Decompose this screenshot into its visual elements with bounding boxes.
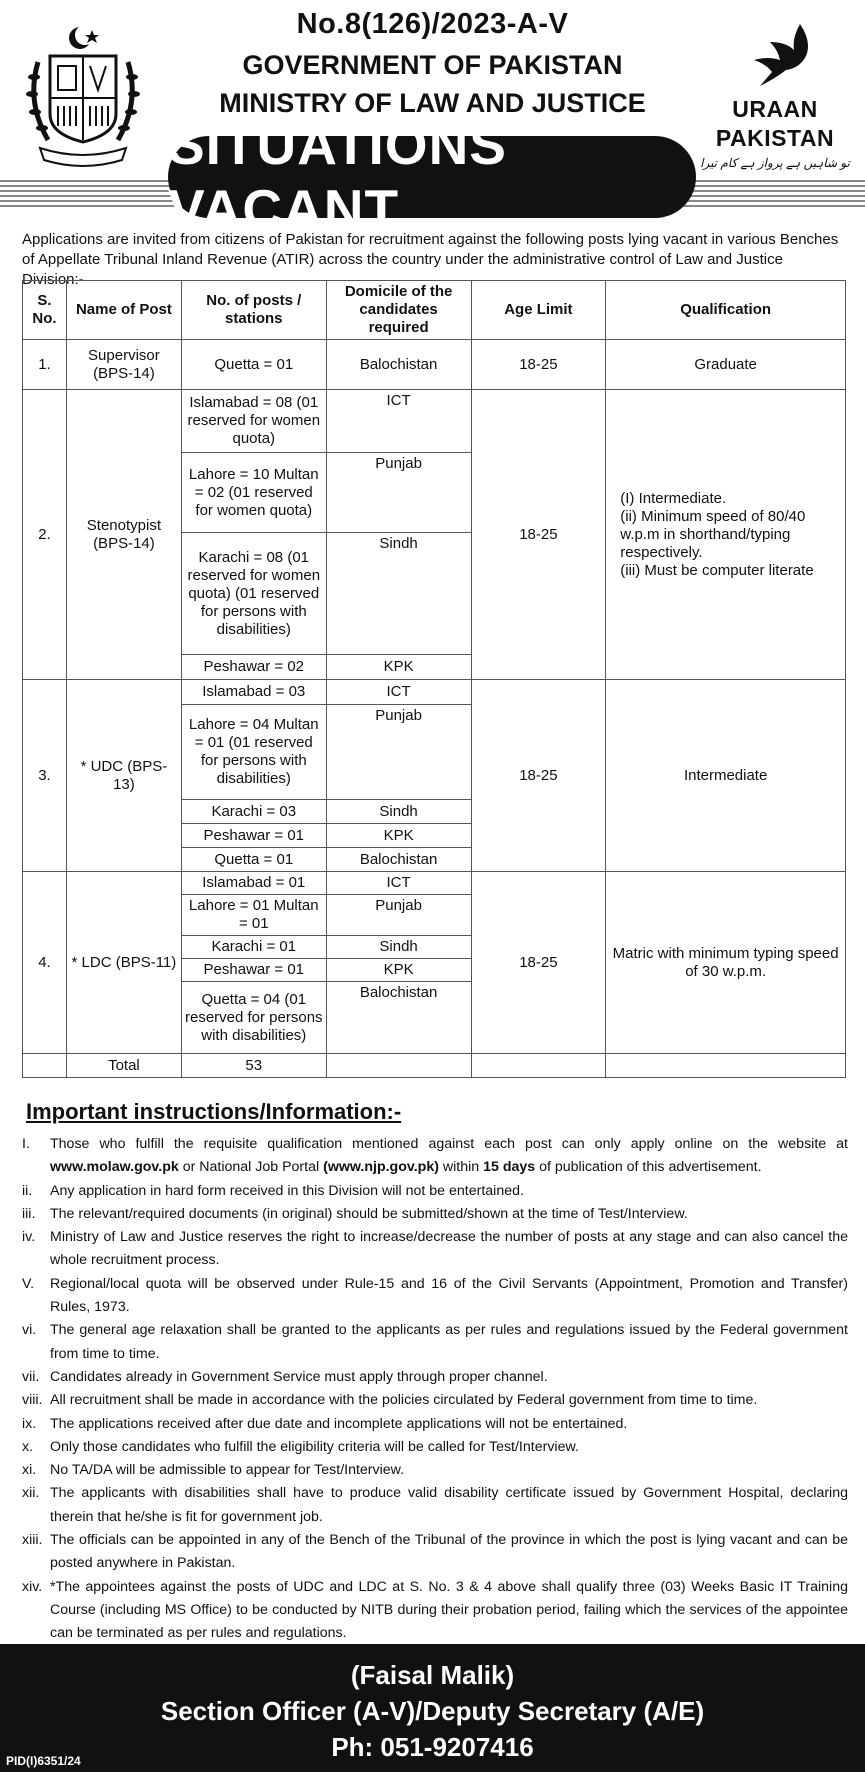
qualification-line: (I) Intermediate. [620,489,727,507]
cell-post: * UDC (BPS-13) [66,680,181,872]
cell-domicile: Balochistan [326,982,471,1054]
header-age: Age Limit [471,281,606,340]
item-number: vii. [22,1368,40,1385]
header [0,0,865,240]
item-text-part: of publication of this advertisement. [535,1159,762,1176]
vacancies-table [22,280,846,1078]
header-domicile: Domicile of the candidates required [326,281,471,340]
cell-station: Lahore = 10 Multan = 02 (01 reserved for women quota) [181,453,326,533]
item-text: The relevant/required documents (in original) should be submitted/shown at the time of Test/Interview. [50,1205,688,1222]
cell-domicile: Balochistan [326,340,471,390]
footer [0,1644,865,1772]
item-number: xii. [22,1485,40,1502]
table-row [23,390,846,453]
state-emblem-icon [18,22,148,172]
item-text: Regional/local quota will be observed under Rule-15 and 16 of the Civil Servants (Appointment, Promotion and Transfer) Rules, 1973. [50,1275,848,1316]
cell-station: Islamabad = 03 [181,680,326,705]
cell-station: Peshawar = 02 [181,655,326,680]
cell-station: Quetta = 01 [181,848,326,872]
situations-vacant-banner [168,114,696,240]
table-row [23,872,846,895]
table-row [23,340,846,390]
cell-qualification [606,390,846,680]
qualification-line: (ii) Minimum speed of 80/40 w.p.m in shorthand/typing respectively. [620,507,806,561]
instructions-title: Important instructions/Information:- [26,1099,402,1124]
cell-domicile: Sindh [326,533,471,655]
cell-station: Peshawar = 01 [181,959,326,982]
cell-age: 18-25 [471,390,606,680]
instructions-list [22,1133,848,1646]
deadline-days: 15 days [483,1159,536,1176]
cell-post: Supervisor (BPS-14) [66,340,181,390]
item-text: Any application in hard form received in this Division will not be entertained. [50,1182,524,1199]
cell-station: Quetta = 04 (01 reserved for persons with disabilities) [181,982,326,1054]
ministry-title: MINISTRY OF LAW AND JUSTICE [219,88,646,118]
list-item [22,1319,848,1366]
cell-domicile: ICT [326,680,471,705]
item-number: vi. [22,1322,37,1339]
cell-post: * LDC (BPS-11) [66,872,181,1054]
item-text: The officials can be appointed in any of the Bench of the Tribunal of the province in which the post is lying vacant and can be posted anywhere in Pakistan. [50,1532,848,1572]
cell-qualification: Graduate [606,340,846,390]
cell-station: Karachi = 01 [181,936,326,959]
pid-number: PID(I)6351/24 [6,1754,81,1768]
cell-domicile: Punjab [326,705,471,800]
item-text: *The appointees against the posts of UDC and LDC at S. No. 3 & 4 above shall qualify three (03) Weeks Basic IT Training Course (including MS Office) to be conducted by NITB during their probation period, failing which the services of the appointee can be terminated as per rules and regulations. [50,1578,848,1642]
list-item [22,1226,848,1273]
list-item [22,1273,848,1320]
item-number: ii. [22,1182,33,1199]
uraan-text: URAAN [732,96,818,122]
list-item [22,1436,848,1459]
cell-sno: 3. [23,680,67,872]
cell-sno: 1. [23,340,67,390]
cell-empty [23,1054,67,1078]
uraan-pakistan-logo [700,20,850,190]
cell-qualification: Matric with minimum typing speed of 30 w.p.m. [606,872,846,1054]
cell-domicile: KPK [326,824,471,848]
cell-domicile: KPK [326,655,471,680]
cell-station: Lahore = 01 Multan = 01 [181,895,326,936]
cell-domicile: Punjab [326,453,471,533]
cell-station: Karachi = 08 (01 reserved for women quota) (01 reserved for persons with disabilities) [181,533,326,655]
cell-empty [606,1054,846,1078]
item-number: ix. [22,1415,37,1432]
cell-qualification: Intermediate [606,680,846,872]
cell-station: Islamabad = 01 [181,872,326,895]
intro-paragraph: Applications are invited from citizens of Pakistan for recruitment against the following posts lying vacant in various Benches of Appellate Tribunal Inland Revenue (ATIR) across the country under the administrative control of Law and Justice Division:- [22,231,839,288]
cell-domicile: Punjab [326,895,471,936]
list-item [22,1389,848,1412]
item-text: Ministry of Law and Justice reserves the right to increase/decrease the number of posts at any stage and can also cancel the whole recruitment process. [50,1229,848,1269]
cell-domicile: ICT [326,872,471,895]
cell-post: Stenotypist (BPS-14) [66,390,181,680]
item-number: iv. [22,1229,36,1246]
signatory-name: (Faisal Malik) [350,1660,515,1690]
cell-domicile: ICT [326,390,471,453]
cell-sno: 2. [23,390,67,680]
item-text: All recruitment shall be made in accordance with the policies circulated by Federal government from time to time. [50,1392,758,1409]
banner-title: SITUATIONS VACANT [168,114,507,240]
item-text: No TA/DA will be admissible to appear for Test/Interview. [50,1462,405,1479]
signatory-designation: Section Officer (A-V)/Deputy Secretary (A/E) [160,1696,705,1726]
header-sno: S. No. [23,281,67,340]
table-total-row [23,1054,846,1078]
government-title: GOVERNMENT OF PAKISTAN [242,50,623,80]
reference-number: No.8(126)/2023-A-V [296,8,569,40]
table-row [23,680,846,705]
pakistan-text: PAKISTAN [715,125,835,151]
item-number: viii. [22,1392,43,1409]
item-text: The applicants with disabilities shall have to produce valid disability certificate issued by Government Hospital, declaring therein that he/she is fit for government job. [50,1485,848,1525]
uraan-urdu-tagline: تو شاہیں ہے پرواز ہے کام تیرا [700,156,850,170]
item-number: x. [22,1438,34,1455]
list-item [22,1133,848,1180]
item-text: The general age relaxation shall be granted to the applicants as per rules and regulations issued by the Federal government from time to time. [50,1322,848,1362]
njp-link[interactable]: (www.njp.gov.pk) [323,1159,439,1176]
cell-sno: 4. [23,872,67,1054]
cell-station: Karachi = 03 [181,800,326,824]
cell-station: Lahore = 04 Multan = 01 (01 reserved for persons with disabilities) [181,705,326,800]
header-qualification: Qualification [606,281,846,340]
cell-empty [471,1054,606,1078]
cell-age: 18-25 [471,680,606,872]
list-item [22,1529,848,1576]
total-value: 53 [181,1054,326,1078]
item-text-part: or National Job Portal [178,1159,324,1176]
total-label: Total [66,1054,181,1078]
header-stations: No. of posts / stations [181,281,326,340]
item-number: xiv. [22,1578,43,1595]
list-item [22,1203,848,1226]
cell-station: Peshawar = 01 [181,824,326,848]
item-text: Only those candidates who fulfill the eligibility criteria will be called for Test/Interview. [50,1438,579,1455]
cell-age: 18-25 [471,340,606,390]
item-number: xi. [22,1462,37,1479]
cell-age: 18-25 [471,872,606,1054]
item-text: Candidates already in Government Service must apply through proper channel. [50,1368,548,1385]
item-number: xiii. [22,1532,43,1549]
cell-station: Islamabad = 08 (01 reserved for women quota) [181,390,326,453]
list-item [22,1482,848,1529]
item-text [50,1133,848,1180]
list-item [22,1576,848,1646]
item-text-part: Those who fulfill the requisite qualification mentioned against each post can only apply online on the website at [50,1136,848,1152]
item-text: The applications received after due date and incomplete applications will not be entertained. [50,1415,628,1432]
header-post: Name of Post [66,281,181,340]
list-item [22,1180,848,1203]
cell-station: Quetta = 01 [181,340,326,390]
cell-empty [326,1054,471,1078]
cell-domicile: Sindh [326,800,471,824]
list-item [22,1413,848,1436]
cell-domicile: Sindh [326,936,471,959]
list-item [22,1366,848,1389]
falcon-icon [730,20,820,92]
list-item [22,1459,848,1482]
table-header-row [23,281,846,340]
contact-phone: Ph: 051-9207416 [331,1732,534,1762]
item-number: V. [22,1275,35,1292]
cell-domicile: KPK [326,959,471,982]
qualification-line: (iii) Must be computer literate [620,561,814,579]
cell-domicile: Balochistan [326,848,471,872]
molaw-link[interactable]: www.molaw.gov.pk [50,1159,179,1176]
item-number: iii. [22,1205,36,1222]
item-number: I. [22,1136,30,1152]
item-text-part: within [438,1159,484,1176]
